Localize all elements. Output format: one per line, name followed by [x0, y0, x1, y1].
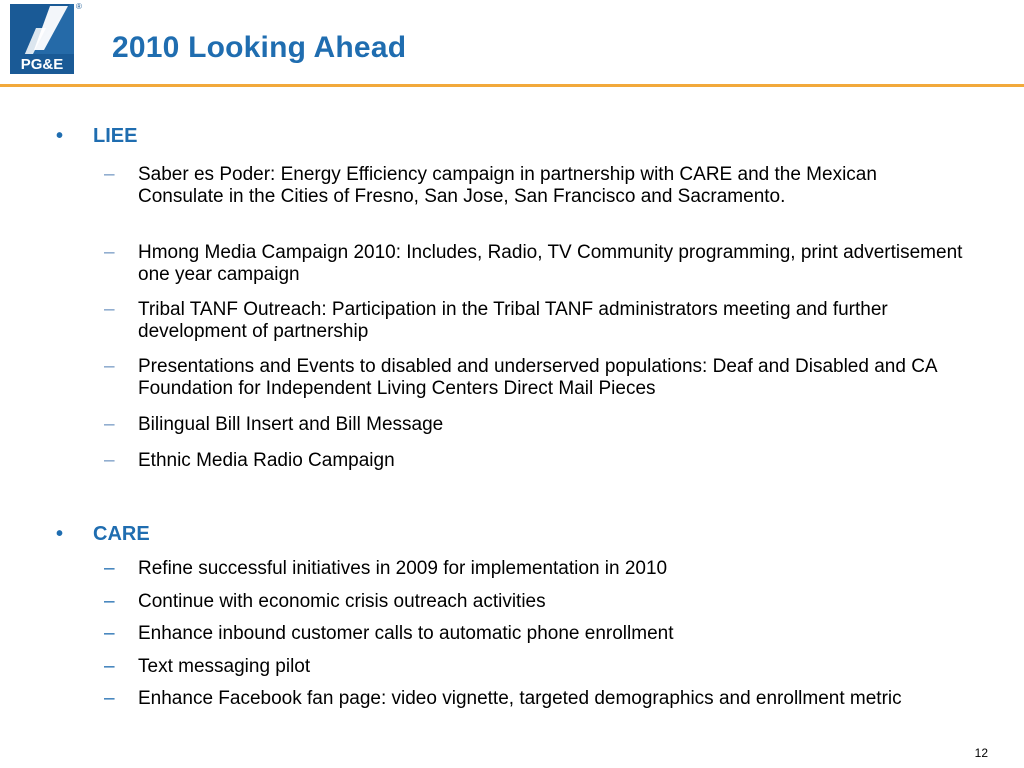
- list-item: [104, 299, 964, 343]
- section-heading-label: LIEE: [93, 125, 138, 147]
- list-item: [104, 242, 964, 286]
- title-divider: [0, 84, 1024, 87]
- list-item-text: Enhance Facebook fan page: video vignette, targeted demographics and enrollment metric: [138, 688, 902, 709]
- logo-text: PG&E: [20, 56, 64, 73]
- dash-icon: –: [104, 299, 115, 320]
- dash-icon: –: [104, 356, 115, 377]
- section-heading-care: [56, 522, 150, 546]
- section-heading-label: CARE: [93, 523, 150, 545]
- list-item-text: Refine successful initiatives in 2009 for implementation in 2010: [138, 558, 668, 579]
- list-item: [104, 591, 964, 613]
- section-heading-liee: [56, 124, 137, 148]
- list-item-text: Hmong Media Campaign 2010: Includes, Radio, TV Community programming, print advertisement one year campaign: [138, 242, 963, 285]
- bullet-icon: •: [56, 523, 64, 545]
- page-number: 12: [974, 746, 988, 760]
- list-item-text: Bilingual Bill Insert and Bill Message: [138, 414, 444, 435]
- dash-icon: –: [104, 414, 115, 435]
- dash-icon: –: [104, 164, 115, 185]
- dash-icon: –: [104, 591, 115, 612]
- list-item: [104, 688, 964, 710]
- list-item-text: Ethnic Media Radio Campaign: [138, 450, 395, 471]
- dash-icon: –: [104, 688, 115, 709]
- list-item-text: Saber es Poder: Energy Efficiency campaign in partnership with CARE and the Mexican Consulate in the Cities of Fresno, San Jose, San Francisco and Sacramento.: [138, 164, 877, 207]
- list-item: [104, 356, 964, 400]
- dash-icon: –: [104, 656, 115, 677]
- dash-icon: –: [104, 242, 115, 263]
- list-item: [104, 414, 964, 436]
- dash-icon: –: [104, 450, 115, 471]
- list-item: [104, 164, 964, 208]
- list-item: [104, 450, 964, 472]
- list-item-text: Presentations and Events to disabled and underserved populations: Deaf and Disabled and CA Foundation for Independent Living Centers Direct Mail Pieces: [138, 356, 937, 399]
- pge-logo: [10, 4, 74, 74]
- list-item-text: Continue with economic crisis outreach activities: [138, 591, 546, 612]
- bullet-icon: •: [56, 125, 64, 147]
- dash-icon: –: [104, 558, 115, 579]
- list-item: [104, 558, 964, 580]
- dash-icon: –: [104, 623, 115, 644]
- registered-mark: ®: [76, 2, 82, 11]
- list-item: [104, 623, 964, 645]
- list-item-text: Enhance inbound customer calls to automatic phone enrollment: [138, 623, 674, 644]
- page-title: 2010 Looking Ahead: [112, 31, 407, 64]
- list-item: [104, 656, 964, 678]
- list-item-text: Text messaging pilot: [138, 656, 311, 677]
- list-item-text: Tribal TANF Outreach: Participation in the Tribal TANF administrators meeting and further development of partnership: [138, 299, 888, 342]
